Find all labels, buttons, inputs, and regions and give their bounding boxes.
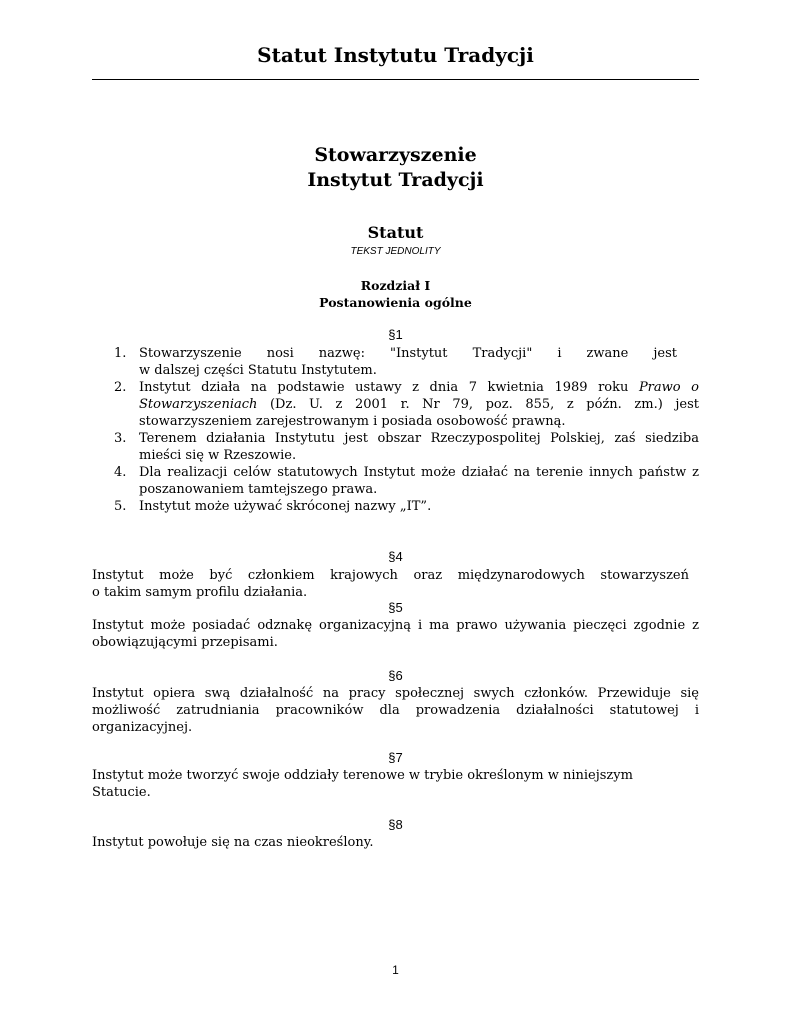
organization-title-line2: Instytut Tradycji	[307, 169, 484, 191]
list-item-text	[139, 379, 699, 430]
list-item-number: 1.	[114, 346, 127, 361]
list-item-number: 3.	[114, 431, 127, 446]
section-4-line2: o takim samym profilu działania.	[92, 585, 308, 600]
organization-title	[92, 143, 699, 193]
list-item-text-line2: w dalszej części Statutu Instytutem.	[139, 363, 377, 378]
list-item-text-post: (Dz. U. z 2001 r. Nr 79, poz. 855, z późn. zm.) jest stowarzyszeniem zarejestrowanym i posiada osobowość prawną.	[139, 397, 699, 429]
section-1-list	[92, 345, 699, 515]
section-5-text: Instytut może posiadać odznakę organizacyjną i ma prawo używania pieczęci zgodnie z obowiązującymi przepisami.	[92, 618, 699, 650]
chapter-heading	[92, 277, 699, 311]
list-item	[92, 345, 699, 379]
page-number: 1	[392, 963, 399, 977]
running-header-title: Statut Instytutu Tradycji	[257, 43, 534, 67]
statut-title: Statut	[367, 223, 424, 242]
list-item	[92, 498, 699, 515]
list-item	[92, 379, 699, 430]
list-item-number: 5.	[114, 499, 127, 514]
list-item-text-line1: Stowarzyszenie nosi nazwę: "Instytut Tradycji" i zwane jest	[139, 346, 677, 361]
chapter-number: Rozdział I	[360, 278, 431, 293]
list-item-number: 2.	[114, 380, 127, 395]
statut-subtitle: TEKST JEDNOLITY	[350, 246, 441, 257]
section-4-line1: Instytut może być członkiem krajowych oraz międzynarodowych stowarzyszeń	[92, 568, 689, 583]
list-item-text: Terenem działania Instytutu jest obszar Rzeczypospolitej Polskiej, zaś siedziba mieści się w Rzeszowie.	[139, 431, 699, 463]
list-item	[92, 464, 699, 498]
section-mark-8: §8	[388, 817, 403, 832]
chapter-name: Postanowienia ogólne	[319, 295, 472, 310]
list-item-text: Dla realizacji celów statutowych Instytut może działać na terenie innych państw z poszanowaniem tamtejszego prawa.	[139, 465, 699, 497]
list-item-text-pre: Instytut działa na podstawie ustawy z dnia 7 kwietnia 1989 roku	[139, 380, 639, 395]
list-item	[92, 430, 699, 464]
organization-title-line1: Stowarzyszenie	[314, 144, 477, 166]
list-item-number: 4.	[114, 465, 127, 480]
section-7-text: Instytut może tworzyć swoje oddziały terenowe w trybie określonym w niniejszym Statucie.	[92, 768, 633, 800]
section-mark-6: §6	[388, 668, 403, 683]
section-4-text	[92, 567, 699, 601]
section-6-text: Instytut opiera swą działalność na pracy społecznej swych członków. Przewiduje się możliwość zatrudniania pracowników dla prowadzenia działalności statutowej i organizacyjnej.	[92, 686, 699, 735]
section-mark-4: §4	[388, 549, 403, 564]
list-item-text: Instytut może używać skróconej nazwy „IT”.	[139, 499, 432, 514]
section-mark-7: §7	[388, 750, 403, 765]
header-rule	[92, 79, 699, 80]
section-mark-1: §1	[388, 327, 403, 342]
section-8-text: Instytut powołuje się na czas nieokreślony.	[92, 835, 374, 850]
law-title: Prawo o Stowarzyszeniach	[139, 380, 699, 412]
section-mark-5: §5	[388, 600, 403, 615]
